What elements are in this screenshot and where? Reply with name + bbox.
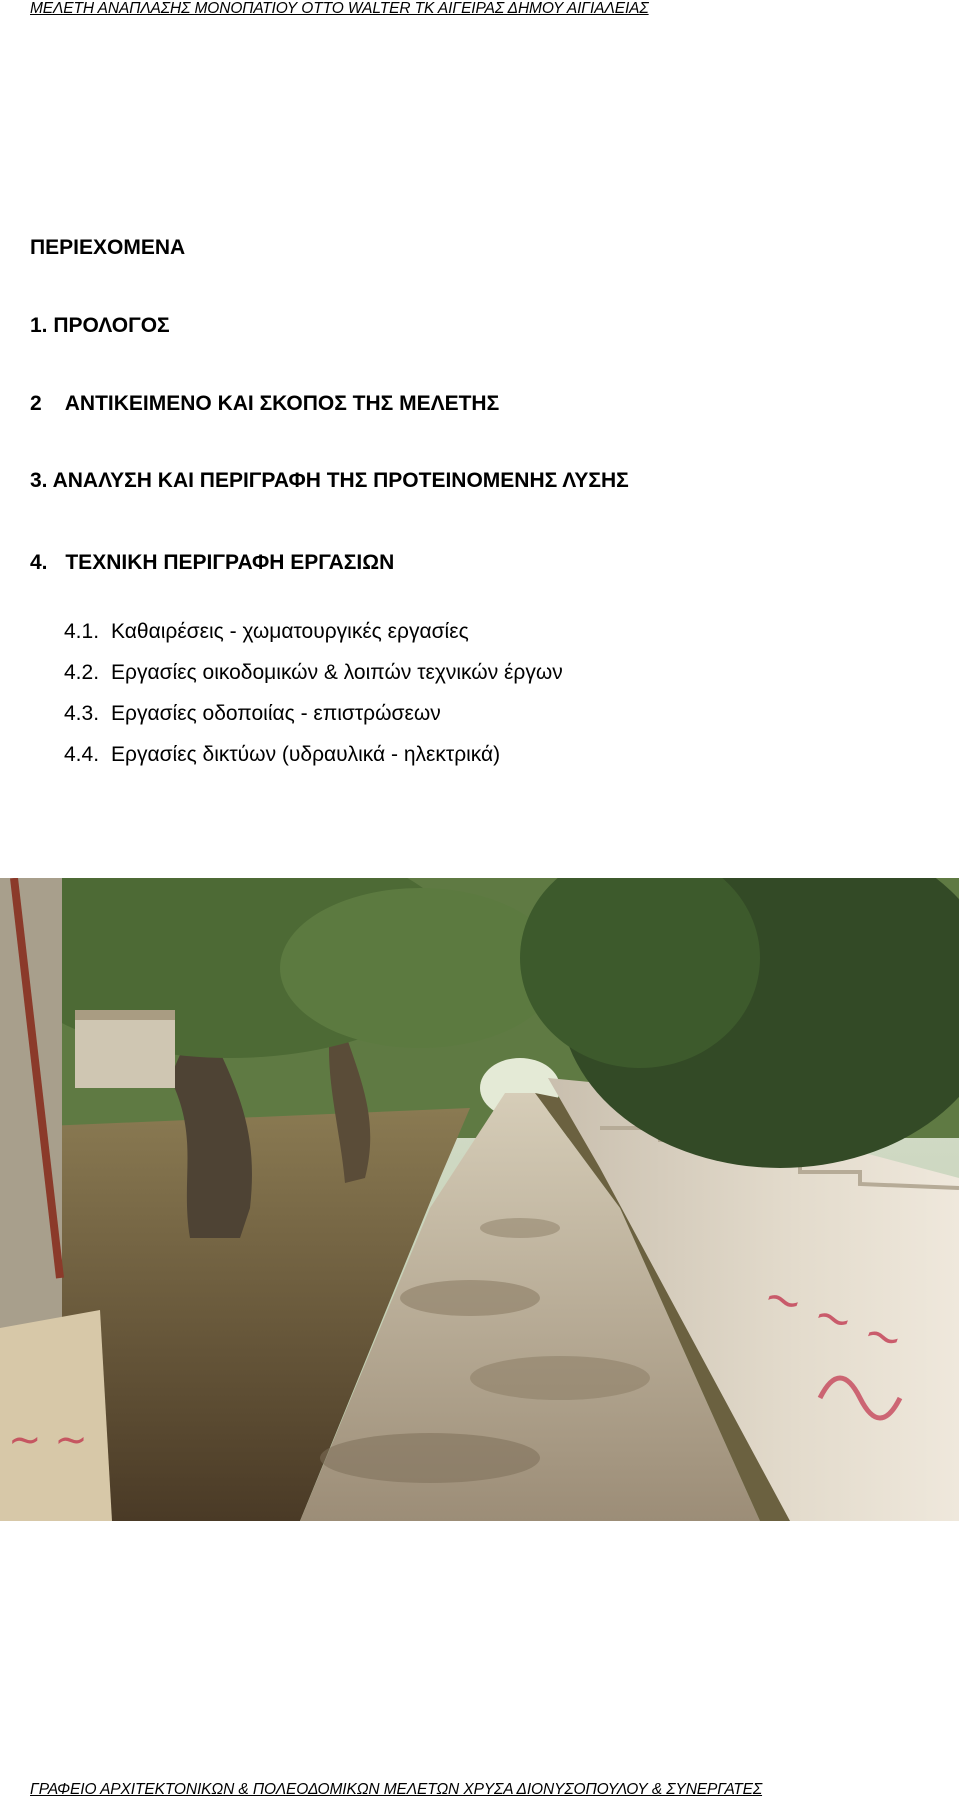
toc-title: ΠΕΡΙΕΧΟΜΕΝΑ [30,236,186,259]
background-building [75,1018,175,1088]
concrete-block [0,1310,112,1521]
toc-item-number: 3. [30,469,48,492]
path-photo [0,878,959,1521]
toc-item-3 [30,469,629,493]
toc-item-label: ΑΝΑΛΥΣΗ ΚΑΙ ΠΕΡΙΓΡΑΦΗ ΤΗΣ ΠΡΟΤΕΙΝΟΜΕΝΗΣ ΛΥΣΗΣ [52,469,629,492]
toc-subitem-4-2 [64,661,563,685]
olive-canopy-2 [280,888,560,1048]
toc-subitem-4-3 [64,702,441,726]
toc-item-number: 4. [30,551,48,574]
toc-subitem-label: Εργασίες οικοδομικών & λοιπών τεχνικών έργων [111,661,563,684]
shadow-patch [320,1433,540,1483]
background-building-roof [75,1010,175,1020]
toc-subitem-number: 4.1. [64,620,100,643]
page-footer: ΓΡΑΦΕΙΟ ΑΡΧΙΤΕΚΤΟΝΙΚΩΝ & ΠΟΛΕΟΔΟΜΙΚΩΝ ΜΕΛΕΤΩΝ ΧΡΥΣΑ ΔΙΟΝΥΣΟΠΟΥΛΟΥ & ΣΥΝΕΡΓΑΤΕΣ [30,1781,763,1798]
shadow-patch [480,1218,560,1238]
path-photo-illustration [0,878,959,1521]
toc-item-number: 1. [30,314,48,337]
wall-graffiti: ~ ~ ~ [756,1267,911,1368]
scaffold-post [0,878,62,1338]
page-header: ΜΕΛΕΤΗ ΑΝΑΠΛΑΣΗΣ ΜΟΝΟΠΑΤΙΟΥ OTTO WALTER ΤΚ ΑΙΓΕΙΡΑΣ ΔΗΜΟΥ ΑΙΓΙΑΛΕΙΑΣ [30,0,649,17]
toc-subitem-4-1 [64,620,469,644]
toc-item-number: 2 [30,392,42,415]
toc-subitem-4-4 [64,743,500,767]
toc-subitem-number: 4.4. [64,743,100,766]
toc-subitem-number: 4.3. [64,702,100,725]
toc-subitem-label: Εργασίες δικτύων (υδραυλικά - ηλεκτρικά) [111,743,501,766]
block-graffiti: ~ ~ [8,1417,88,1463]
shadow-patch [470,1356,650,1400]
toc-subitem-label: Καθαιρέσεις - χωματουργικές εργασίες [111,620,469,643]
toc-item-label: ΑΝΤΙΚΕΙΜΕΝΟ ΚΑΙ ΣΚΟΠΟΣ ΤΗΣ ΜΕΛΕΤΗΣ [64,392,500,415]
toc-item-label: ΤΕΧΝΙΚΗ ΠΕΡΙΓΡΑΦΗ ΕΡΓΑΣΙΩΝ [65,551,395,574]
toc-item-label: ΠΡΟΛΟΓΟΣ [53,314,170,337]
toc-subitem-number: 4.2. [64,661,100,684]
toc-item-1 [30,314,170,338]
toc-item-4 [30,551,394,575]
toc-item-2 [30,392,499,416]
toc-subitem-label: Εργασίες οδοποιίας - επιστρώσεων [111,702,441,725]
shadow-patch [400,1280,540,1316]
